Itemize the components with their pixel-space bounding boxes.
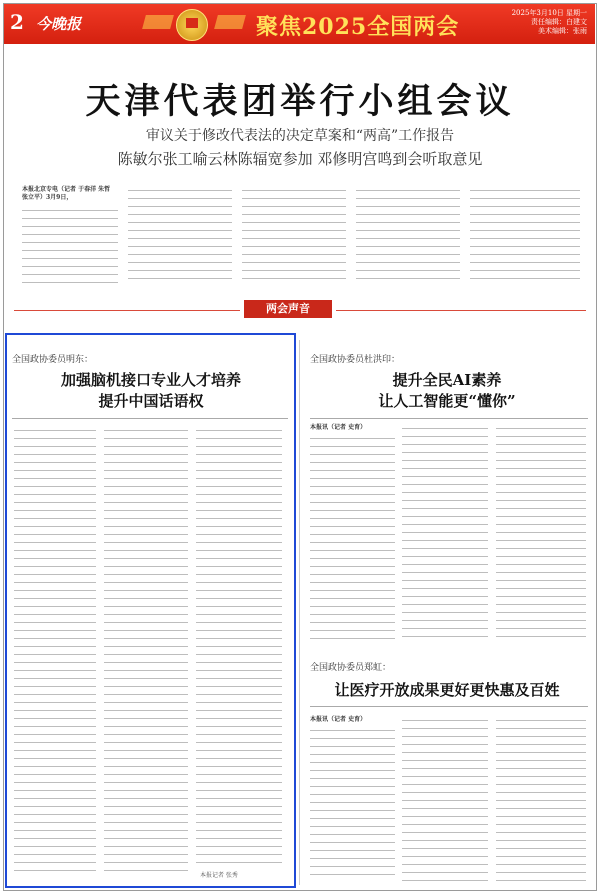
designer-credit: 美术编辑：张雨 — [538, 27, 587, 35]
section-divider-line — [336, 310, 586, 311]
article-right-bottom-column-3 — [496, 716, 586, 882]
article-speaker: 全国政协委员明东： — [12, 355, 94, 365]
main-article-column-3 — [242, 186, 346, 284]
article-title: 让医疗开放成果更好更快惠及百姓 — [334, 681, 560, 699]
article-title-line: 让人工智能更“懂你” — [378, 392, 516, 410]
editor-credit: 责任编辑：白建文 — [531, 18, 587, 26]
main-article-column-4 — [356, 186, 460, 284]
section-label: 两会声音 — [244, 300, 332, 318]
article-right-top-column-2 — [402, 424, 488, 642]
article-right-top-column-1 — [310, 434, 395, 642]
main-article-column-1 — [22, 206, 118, 284]
banner-title: 聚焦2025全国两会 — [256, 14, 460, 40]
main-article-column-2 — [128, 186, 232, 284]
flag-decoration-icon — [142, 15, 174, 29]
article-left-column-1 — [14, 426, 96, 878]
article-right-bottom-column-1 — [310, 726, 395, 882]
article-title — [302, 370, 592, 412]
title-rule — [310, 418, 588, 419]
article-title — [8, 370, 294, 412]
article-left-column-2 — [104, 426, 188, 878]
article-speaker: 全国政协委员郑虹： — [310, 663, 392, 673]
article-speaker: 全国政协委员杜洪印： — [310, 355, 401, 365]
main-article-lead: 本报北京专电（记者 于春洋 朱哲 张立平）3月9日， — [22, 186, 111, 201]
article-title-line: 加强脑机接口专业人才培养 — [60, 371, 241, 389]
article-title-line: 提升中国话语权 — [98, 392, 204, 410]
article-byline: 本报记者 张秀 — [200, 872, 238, 879]
flag-decoration-icon — [214, 15, 246, 29]
section-divider-line — [14, 310, 240, 311]
article-title-line: 提升全民AI素养 — [392, 371, 502, 389]
issue-info — [487, 9, 587, 36]
newspaper-name: 今晚报 — [36, 15, 82, 33]
header-banner — [4, 4, 595, 44]
main-subtitle-attendees: 陈敏尔张工喻云林陈辐宽参加 邓修明宫鸣到会听取意见 — [117, 150, 483, 168]
title-rule — [12, 418, 288, 419]
column-divider — [299, 340, 300, 885]
main-headline: 天津代表团举行小组会议 — [85, 81, 515, 122]
title-rule — [310, 706, 588, 707]
article-lead: 本报讯（记者 史育） — [310, 424, 367, 431]
main-subtitle: 审议关于修改代表法的决定草案和“两高”工作报告 — [145, 128, 455, 144]
main-article-column-5 — [470, 186, 580, 284]
page-number: 2 — [10, 10, 24, 34]
national-emblem-icon — [176, 9, 208, 41]
article-right-bottom-column-2 — [402, 716, 488, 882]
article-right-top-column-3 — [496, 424, 586, 642]
article-left-column-3 — [196, 426, 282, 866]
issue-date: 2025年3月10日 星期一 — [511, 9, 587, 17]
article-lead: 本报讯（记者 史育） — [310, 716, 367, 723]
